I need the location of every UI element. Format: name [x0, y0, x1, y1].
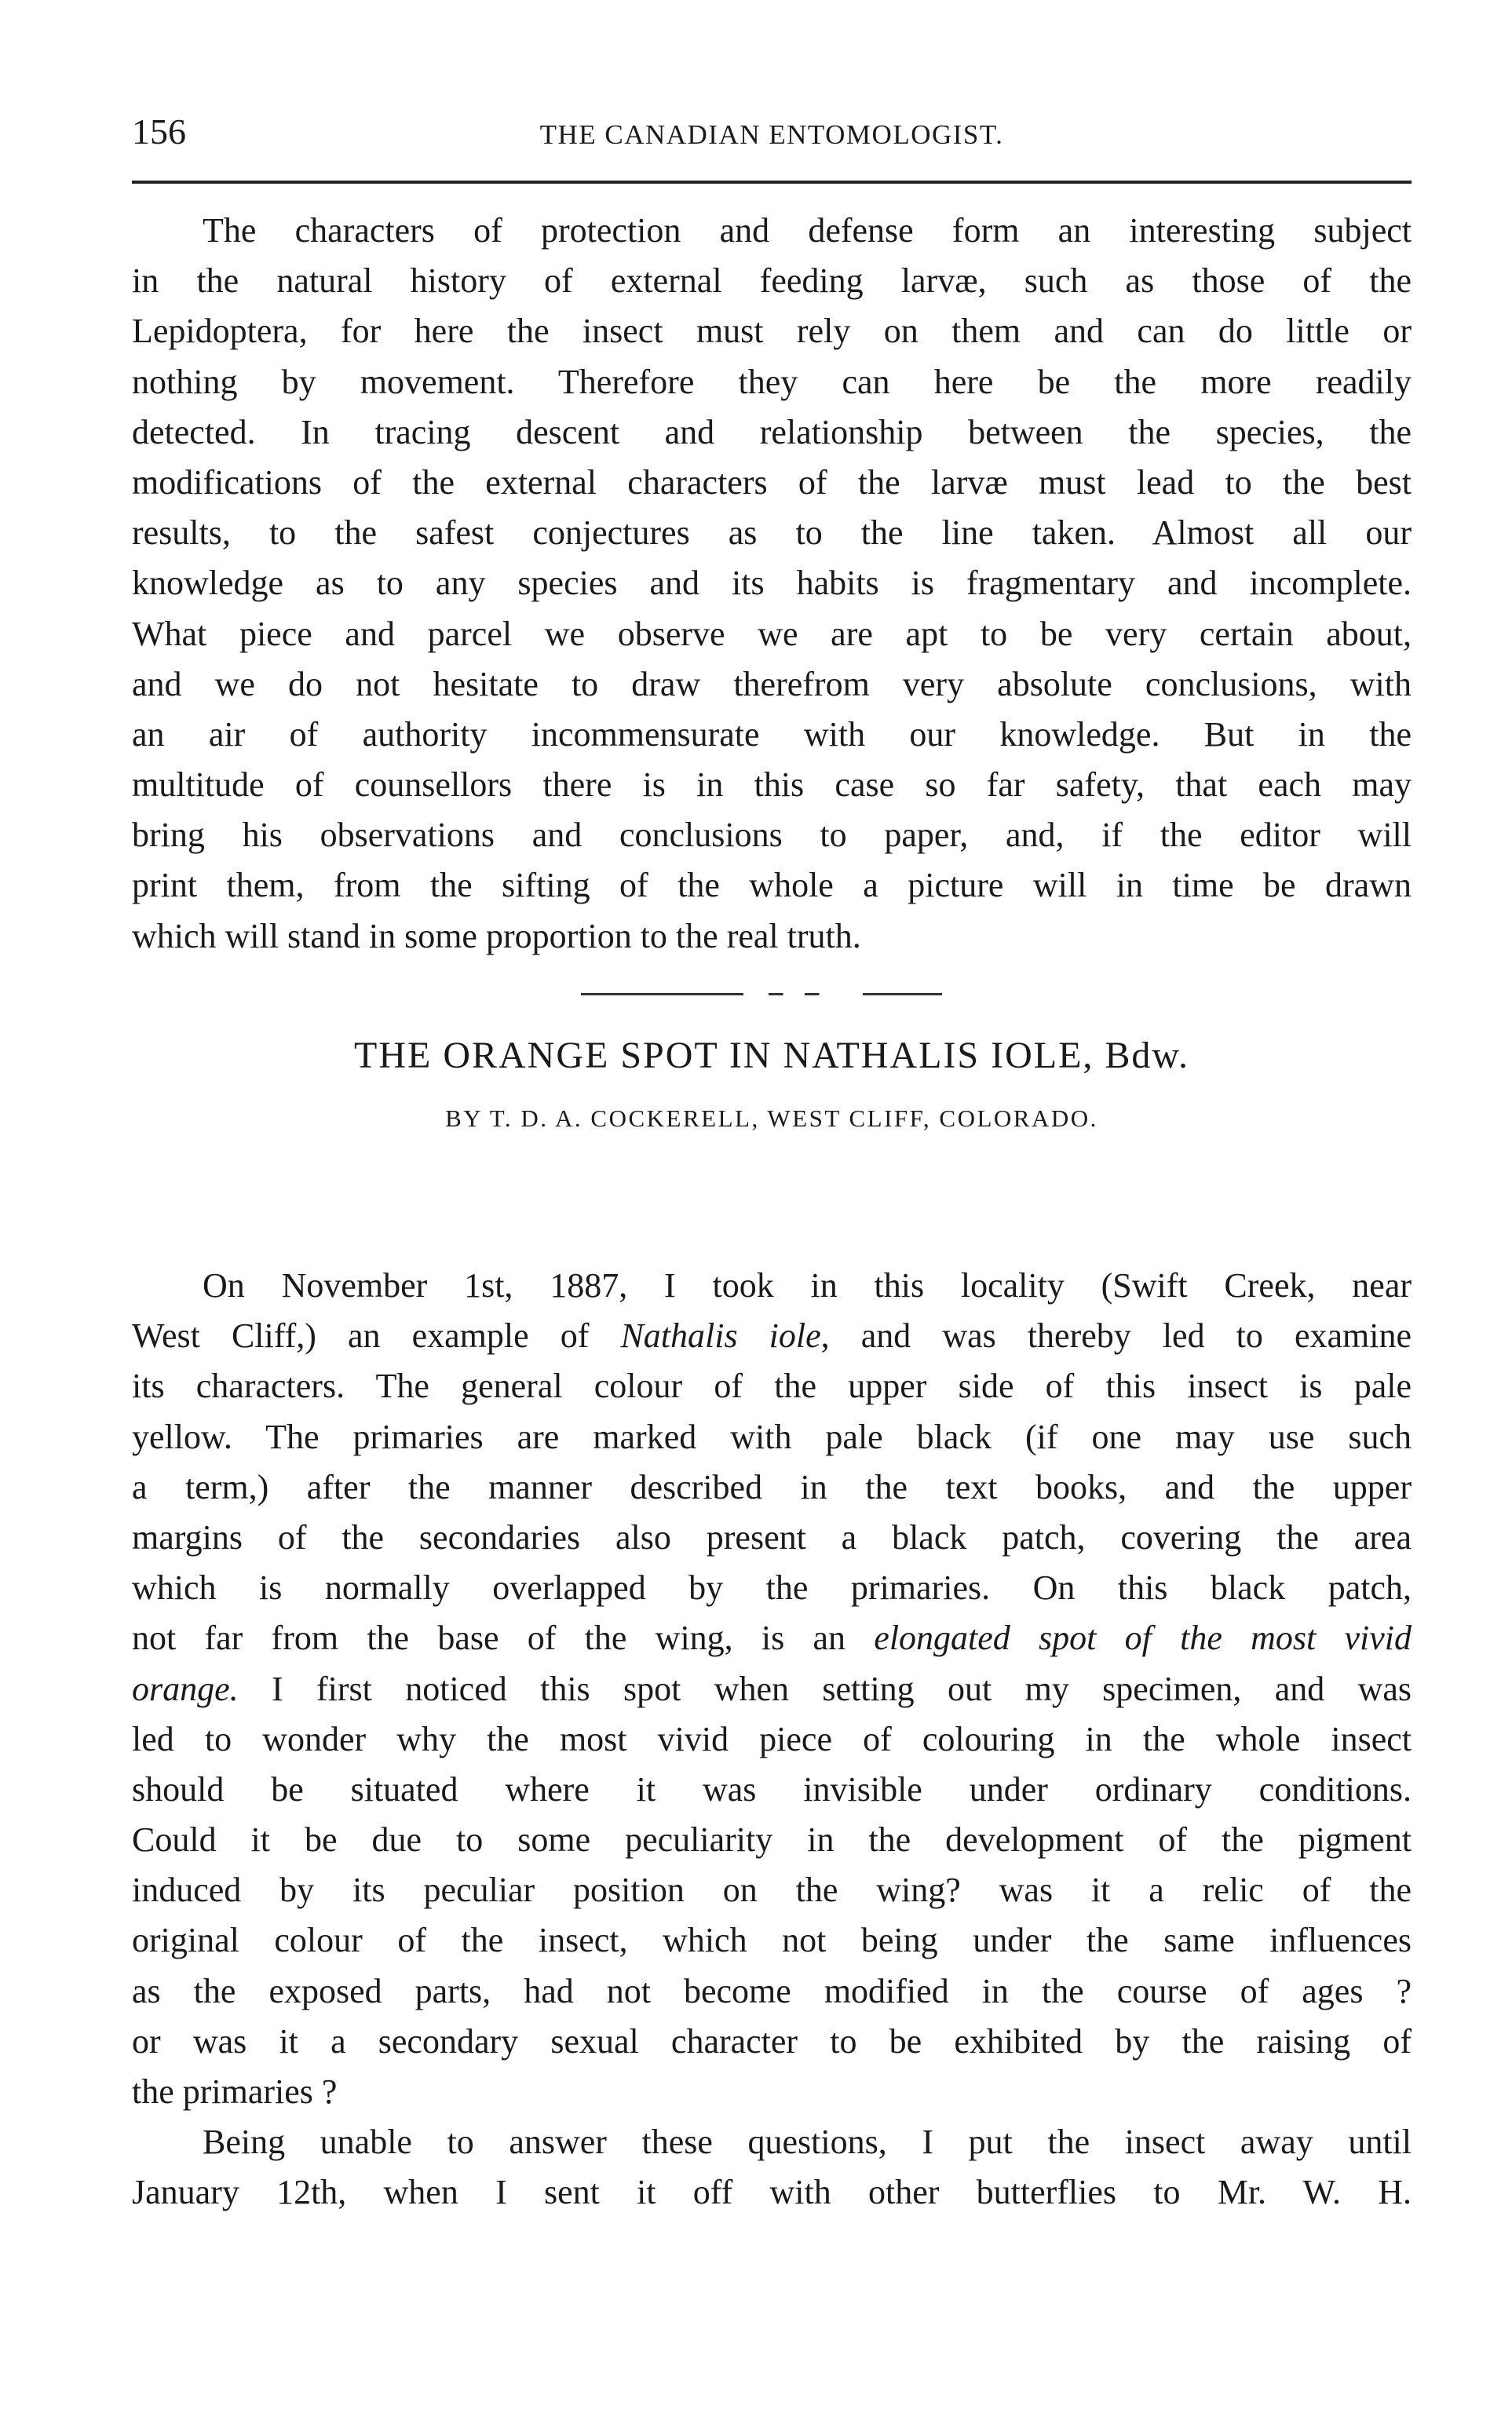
text-line — [132, 1664, 1412, 1714]
text-line: modifications of the external characters of the larvæ must lead to the best — [132, 462, 1412, 502]
text-line: and we do not hesitate to draw therefrom very absolute conclusions, with — [132, 664, 1412, 703]
text-line: January 12th, when I sent it off with other butterflies to Mr. W. H. — [132, 2173, 1412, 2212]
text-line: led to wonder why the most vivid piece of colouring in the whole insect — [132, 1719, 1412, 1758]
text-run: West Cliff,) an example of — [132, 1316, 621, 1356]
text-line: in the natural history of external feeding larvæ, such as those of the — [132, 261, 1412, 301]
article-byline: BY T. D. A. COCKERELL, WEST CLIFF, COLORADO. — [445, 1104, 1098, 1132]
text-line: which is normally overlapped by the primaries. On this black patch, — [132, 1568, 1412, 1608]
text-line: original colour of the insect, which not being under the same influences — [132, 1921, 1412, 1960]
text-line: should be situated where it was invisible under ordinary conditions. — [132, 1769, 1412, 1809]
article-title: THE ORANGE SPOT IN NATHALIS IOLE, Bdw. — [354, 1035, 1189, 1076]
text-line: results, to the safest conjectures as to the line taken. Almost all our — [132, 513, 1412, 553]
text-line: a term,) after the manner described in the text books, and the upper — [132, 1467, 1412, 1506]
text-line: multitude of counsellors there is in this case so far safety, that each may — [132, 765, 1412, 805]
text-line: the primaries ? — [132, 2072, 338, 2111]
text-run: not far from the base of the wing, is an — [132, 1619, 875, 1658]
text-line: which will stand in some proportion to the real truth. — [132, 916, 861, 955]
text-line: induced by its peculiar position on the wing? was it a relic of the — [132, 1871, 1412, 1910]
page-header — [132, 108, 1412, 155]
page-number: 156 — [132, 111, 186, 152]
text-line: print them, from the sifting of the whole a picture will in time be drawn — [132, 866, 1412, 905]
text-line: What piece and parcel we observe we are apt to be very certain about, — [132, 614, 1412, 653]
text-line: Could it be due to some peculiarity in the development of the pigment — [132, 1820, 1412, 1860]
text-line: On November 1st, 1887, I took in this locality (Swift Creek, near — [203, 1266, 1412, 1305]
section-divider — [581, 993, 942, 995]
text-line — [132, 1613, 1412, 1663]
text-line: or was it a secondary sexual character to be exhibited by the raising of — [132, 2021, 1412, 2061]
text-run: I first noticed this spot when setting out my specimen, and was — [238, 1669, 1412, 1708]
text-run: , and was thereby led to examine — [820, 1316, 1412, 1356]
text-line: knowledge as to any species and its habits is fragmentary and incomplete. — [132, 564, 1412, 603]
text-line: as the exposed parts, had not become modified in the course of ages ? — [132, 1971, 1412, 2010]
text-line: bring his observations and conclusions to paper, and, if the editor will — [132, 816, 1412, 855]
text-line: margins of the secondaries also present a black patch, covering the area — [132, 1517, 1412, 1557]
text-line: Lepidoptera, for here the insect must rely on them and can do little or — [132, 312, 1412, 351]
text-line: an air of authority incommensurate with our knowledge. But in the — [132, 714, 1412, 754]
paragraph-orange-spot — [132, 1261, 1412, 2218]
header-rule — [132, 181, 1412, 184]
species-name: Nathalis iole — [620, 1316, 821, 1356]
text-line: nothing by movement. Therefore they can here be the more readily — [132, 362, 1412, 401]
emphasis-text: elongated spot of the most vivid — [874, 1619, 1412, 1658]
paragraph-protection-defense — [132, 206, 1412, 962]
text-line: detected. In tracing descent and relationship between the species, the — [132, 412, 1412, 451]
running-title: THE CANADIAN ENTOMOLOGIST. — [539, 119, 1004, 150]
text-line — [132, 1311, 1412, 1361]
emphasis-text: orange. — [132, 1669, 239, 1708]
text-line: its characters. The general colour of the upper side of this insect is pale — [132, 1367, 1412, 1406]
text-line: The characters of protection and defense form an interesting subject — [203, 211, 1412, 250]
text-line: yellow. The primaries are marked with pale black (if one may use such — [132, 1417, 1412, 1456]
text-line: Being unable to answer these questions, I put the insect away until — [203, 2123, 1412, 2162]
